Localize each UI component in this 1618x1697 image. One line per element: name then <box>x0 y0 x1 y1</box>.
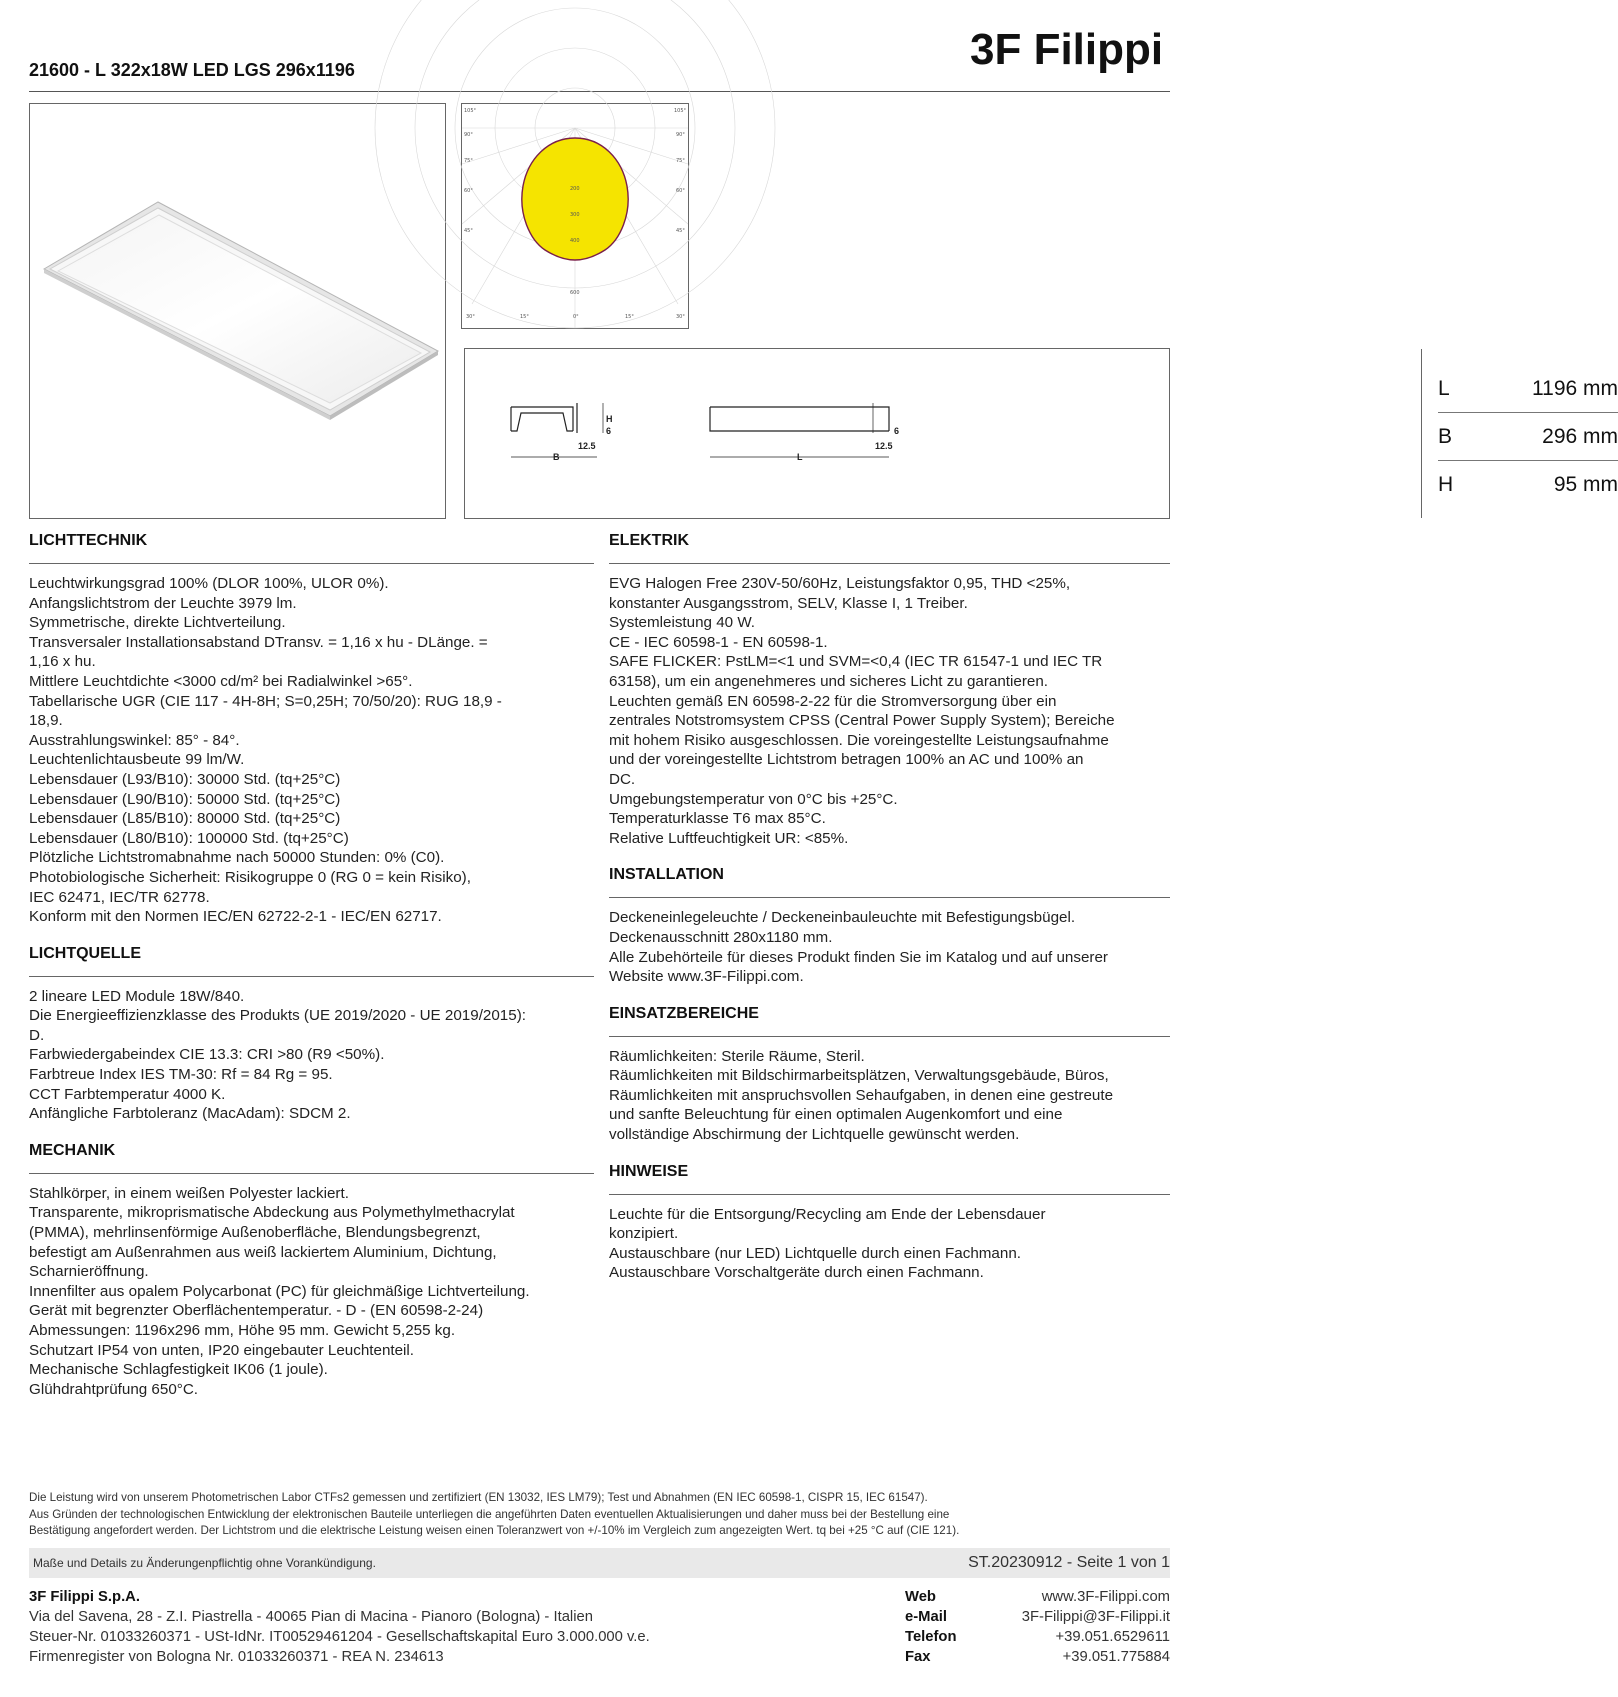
text-line: mit hohem Risiko ausgeschlossen. Die voreingestellte Leistungsaufnahme <box>609 731 1109 749</box>
dim-flange-label: 12.5 <box>578 441 596 451</box>
text-line: Gerät mit begrenzter Oberflächentemperatur. - D - (EN 60598-2-24) <box>29 1302 484 1320</box>
company-tax: Steuer-Nr. 01033260371 - USt-IdNr. IT00529461204 - Gesellschaftskapital Euro 3.000.000 v.e. <box>29 1629 650 1645</box>
text-line: Lebensdauer (L90/B10): 50000 Std. (tq+25°C) <box>29 790 341 808</box>
dimension-value: 296 mm <box>1542 424 1618 448</box>
text-line: Alle Zubehörteile für dieses Produkt finden Sie im Katalog und auf unserer <box>609 948 1108 966</box>
angle-label: 60° <box>464 188 473 194</box>
dim-flange-label: 12.5 <box>875 441 893 451</box>
text-line: Photobiologische Sicherheit: Risikogruppe 0 (RG 0 = kein Risiko), <box>29 868 471 886</box>
angle-label: 30° <box>676 314 685 320</box>
text-line: zentrales Notstromsystem CPSS (Central Power Supply System); Bereiche <box>609 712 1115 730</box>
text-line: Räumlichkeiten: Sterile Räume, Steril. <box>609 1047 865 1065</box>
text-line: CE - IEC 60598-1 - EN 60598-1. <box>609 633 828 651</box>
company-name: 3F Filippi S.p.A. <box>29 1589 140 1605</box>
website-link[interactable]: www.3F-Filippi.com <box>1041 1589 1170 1605</box>
text-line: Farbwiedergabeindex CIE 13.3: CRI >80 (R9 <50%). <box>29 1046 385 1064</box>
text-line: DC. <box>609 770 636 788</box>
luminaire-illustration <box>30 104 445 518</box>
contact-info <box>905 1587 1170 1667</box>
page-number: ST.20230912 - Seite 1 von 1 <box>968 1554 1170 1571</box>
section-body <box>29 977 594 1140</box>
dimension-row <box>1438 461 1618 509</box>
angle-label: 60° <box>676 188 685 194</box>
text-line: Umgebungstemperatur von 0°C bis +25°C. <box>609 790 898 808</box>
radial-label: 400 <box>570 238 580 244</box>
contact-row-fax <box>905 1647 1170 1667</box>
dimension-row <box>1438 413 1618 461</box>
text-line: Plötzliche Lichtstromabnahme nach 50000 Stunden: 0% (C0). <box>29 849 445 867</box>
text-line: Farbtreue Index IES TM-30: Rf = 84 Rg = 95. <box>29 1066 333 1084</box>
text-line: 2 lineare LED Module 18W/840. <box>29 987 245 1005</box>
text-line: 1,16 x hu. <box>29 653 96 671</box>
text-line: IEC 62471, IEC/TR 62778. <box>29 888 210 906</box>
change-notice: Maße und Details zu Änderungenpflichtig ohne Vorankündigung. <box>33 1556 376 1570</box>
text-line: Austauschbare (nur LED) Lichtquelle durch einen Fachmann. <box>609 1244 1021 1262</box>
text-line: D. <box>29 1026 45 1044</box>
text-line: Lebensdauer (L85/B10): 80000 Std. (tq+25°C) <box>29 810 341 828</box>
phone-number: +39.051.6529611 <box>1055 1629 1170 1645</box>
section-title: ELEKTRIK <box>609 530 1170 564</box>
disclaimer-line: Aus Gründen der technologischen Entwicklung der elektronischen Bauteile unterliegen die angeführten Daten eventuellen Aktualisierungen und daher muss bei der Bestellung eine <box>29 1507 950 1521</box>
text-line: Mittlere Leuchtdichte <3000 cd/m² bei Radialwinkel >65°. <box>29 672 413 690</box>
contact-row-email <box>905 1607 1170 1627</box>
dimension-row <box>1438 365 1618 413</box>
polar-diagram <box>461 103 689 329</box>
text-line: Konform mit den Normen IEC/EN 62722-2-1 - IEC/EN 62717. <box>29 908 442 926</box>
radial-label: 600 <box>570 290 580 296</box>
text-line: Deckeneinlegeleuchte / Deckeneinbauleuchte mit Befestigungsbügel. <box>609 909 1076 927</box>
section-body <box>609 564 1170 864</box>
section-lichtquelle <box>29 943 594 1140</box>
dim-offset-label: 6 <box>894 426 900 436</box>
header-divider <box>29 91 1170 92</box>
text-line: Mechanische Schlagfestigkeit IK06 (1 joule). <box>29 1361 328 1379</box>
section-lichttechnik <box>29 530 594 943</box>
text-line: und der voreingestellte Lichtstrom betragen 100% an AC und 100% an <box>609 751 1084 769</box>
text-line: Deckenausschnitt 280x1180 mm. <box>609 928 833 946</box>
angle-label: 105° <box>464 108 477 114</box>
contact-label: Web <box>905 1589 936 1605</box>
section-body <box>29 564 594 943</box>
angle-label: 90° <box>464 132 473 138</box>
angle-label: 45° <box>464 228 473 234</box>
angle-label: 90° <box>676 132 685 138</box>
text-line: SAFE FLICKER: PstLM=<1 und SVM=<0,4 (IEC TR 61547-1 und IEC TR <box>609 653 1103 671</box>
dimension-label: H <box>1438 473 1454 496</box>
text-line: Austauschbare Vorschaltgeräte durch einen Fachmann. <box>609 1264 984 1282</box>
angle-label: 30° <box>466 314 475 320</box>
section-body <box>29 1174 594 1416</box>
text-line: Schutzart IP54 von unten, IP20 eingebauter Leuchtenteil. <box>29 1341 415 1359</box>
section-title: LICHTQUELLE <box>29 943 594 977</box>
text-line: Räumlichkeiten mit anspruchsvollen Sehaufgaben, in denen eine gestreute <box>609 1086 1114 1104</box>
section-body <box>609 1195 1170 1299</box>
text-line: 18,9. <box>29 712 63 730</box>
text-line: Leuchtenlichtausbeute 99 lm/W. <box>29 751 245 769</box>
dimension-drawing <box>465 349 1415 518</box>
angle-label: 105° <box>674 108 687 114</box>
contact-row-web <box>905 1587 1170 1607</box>
contact-label: Fax <box>905 1649 931 1665</box>
angle-label: 15° <box>520 314 529 320</box>
text-line: und sanfte Beleuchtung für einen optimalen Augenkomfort und eine <box>609 1106 1063 1124</box>
company-address: Via del Savena, 28 - Z.I. Piastrella - 40065 Pian di Macina - Pianoro (Bologna) - Italien <box>29 1609 593 1625</box>
fax-number: +39.051.775884 <box>1062 1649 1170 1665</box>
text-line: CCT Farbtemperatur 4000 K. <box>29 1085 226 1103</box>
text-line: Anfangslichtstrom der Leuchte 3979 lm. <box>29 594 297 612</box>
angle-label: 75° <box>676 158 685 164</box>
text-line: Scharnieröffnung. <box>29 1263 149 1281</box>
section-title: HINWEISE <box>609 1161 1170 1195</box>
dim-offset-label: 6 <box>606 426 612 436</box>
text-line: Transparente, mikroprismatische Abdeckung aus Polymethylmethacrylat <box>29 1204 515 1222</box>
section-mechanik <box>29 1140 594 1416</box>
photometric-curve <box>462 104 688 328</box>
section-elektrik <box>609 530 1170 864</box>
disclaimer-line: Die Leistung wird von unserem Photometrischen Labor CTFs2 gemessen und zertifiziert (EN 13032, IES LM79); Test und Abnahmen (EN IEC 60598-1, CISPR 15, IEC 61547). <box>29 1491 928 1504</box>
section-body <box>609 1037 1170 1161</box>
section-hinweise <box>609 1161 1170 1299</box>
text-line: Leuchte für die Entsorgung/Recycling am Ende der Lebensdauer <box>609 1205 1046 1223</box>
svg-text:3F Filippi: 3F Filippi <box>970 25 1164 74</box>
text-line: Anfängliche Farbtoleranz (MacAdam): SDCM 2. <box>29 1105 351 1123</box>
text-line: Lebensdauer (L80/B10): 100000 Std. (tq+25°C) <box>29 829 349 847</box>
section-installation <box>609 864 1170 1002</box>
angle-label: 75° <box>464 158 473 164</box>
text-line: Website www.3F-Filippi.com. <box>609 968 804 986</box>
product-title: 21600 - L 322x18W LED LGS 296x1196 <box>29 60 355 80</box>
disclaimer-line: Bestätigung angefordert werden. Der Lichtstrom und die elektrische Leistung weisen einen Toleranzwert von +/-10% im Vergleich zum angezeigten Wert. tq bei +25 °C auf (CIE 121). <box>29 1524 960 1537</box>
section-title: EINSATZBEREICHE <box>609 1003 1170 1037</box>
text-line: Die Energieeffizienzklasse des Produkts (UE 2019/2020 - UE 2019/2015): <box>29 1007 526 1025</box>
text-line: Symmetrische, direkte Lichtverteilung. <box>29 614 286 632</box>
company-logo <box>970 22 1170 74</box>
dimensions-panel <box>464 348 1618 519</box>
dim-l-label: L <box>797 452 803 462</box>
text-line: vollständige Abschirmung der Lichtquelle gewünscht werden. <box>609 1126 1020 1144</box>
text-line: Lebensdauer (L93/B10): 30000 Std. (tq+25°C) <box>29 770 341 788</box>
text-line: Transversaler Installationsabstand DTransv. = 1,16 x hu - DLänge. = <box>29 633 488 651</box>
text-line: Temperaturklasse T6 max 85°C. <box>609 810 826 828</box>
angle-label: 45° <box>676 228 685 234</box>
right-column <box>609 530 1170 1299</box>
text-line: Ausstrahlungswinkel: 85° - 84°. <box>29 731 240 749</box>
text-line: EVG Halogen Free 230V-50/60Hz, Leistungsfaktor 0,95, THD <25%, <box>609 575 1071 592</box>
angle-label: 15° <box>625 314 634 320</box>
text-line: konzipiert. <box>609 1225 679 1243</box>
text-line: Tabellarische UGR (CIE 117 - 4H-8H; S=0,25H; 70/50/20): RUG 18,9 - <box>29 692 502 710</box>
contact-row-phone <box>905 1627 1170 1647</box>
angle-label: 0° <box>573 314 579 320</box>
text-line: Systemleistung 40 W. <box>609 614 756 632</box>
company-info <box>29 1587 650 1667</box>
text-line: Räumlichkeiten mit Bildschirmarbeitsplätzen, Verwaltungsgebäude, Büros, <box>609 1067 1109 1085</box>
dimension-label: B <box>1438 424 1453 448</box>
text-line: befestigt am Außenrahmen aus weiß lackiertem Aluminium, Dichtung, <box>29 1243 497 1261</box>
dimension-value: 1196 mm <box>1532 376 1618 400</box>
section-title: MECHANIK <box>29 1140 594 1174</box>
dimensions-table <box>1438 365 1618 509</box>
text-line: (PMMA), mehrlinsenförmige Außenoberfläche, Blendungsbegrenzt, <box>29 1224 481 1242</box>
section-title: INSTALLATION <box>609 864 1170 898</box>
section-body <box>609 898 1170 1002</box>
section-title: LICHTTECHNIK <box>29 530 594 564</box>
notice-bar <box>29 1548 1170 1578</box>
company-register: Firmenregister von Bologna Nr. 01033260371 - REA N. 234613 <box>29 1649 444 1665</box>
dimension-value: 95 mm <box>1553 473 1618 496</box>
text-line: Leuchten gemäß EN 60598-2-22 für die Stromversorgung über ein <box>609 692 1057 710</box>
text-line: Leuchtwirkungsgrad 100% (DLOR 100%, ULOR 0%). <box>29 575 389 592</box>
contact-label: Telefon <box>905 1629 957 1645</box>
radial-label: 200 <box>570 186 580 192</box>
dimension-label: L <box>1438 376 1450 400</box>
email-link[interactable]: 3F-Filippi@3F-Filippi.it <box>1021 1609 1170 1625</box>
text-line: konstanter Ausgangsstrom, SELV, Klasse I, 1 Treiber. <box>609 594 968 612</box>
text-line: Abmessungen: 1196x296 mm, Höhe 95 mm. Gewicht 5,255 kg. <box>29 1322 456 1339</box>
text-line: 63158), um ein angenehmeres und sicheres Licht zu garantieren. <box>609 672 1049 690</box>
dimensions-divider <box>1421 349 1422 518</box>
text-line: Glühdrahtprüfung 650°C. <box>29 1380 199 1398</box>
text-line: Innenfilter aus opalem Polycarbonat (PC) für gleichmäßige Lichtverteilung. <box>29 1282 530 1300</box>
contact-label: e-Mail <box>905 1609 947 1625</box>
text-line: Relative Luftfeuchtigkeit UR: <85%. <box>609 829 849 847</box>
text-line: Stahlkörper, in einem weißen Polyester lackiert. <box>29 1184 349 1202</box>
disclaimer <box>29 1490 1170 1540</box>
product-image <box>29 103 446 519</box>
dim-b-label: B <box>553 452 560 462</box>
section-einsatzbereiche <box>609 1003 1170 1161</box>
dim-h-label: H <box>606 414 613 424</box>
left-column <box>29 530 594 1415</box>
radial-label: 300 <box>570 212 580 218</box>
